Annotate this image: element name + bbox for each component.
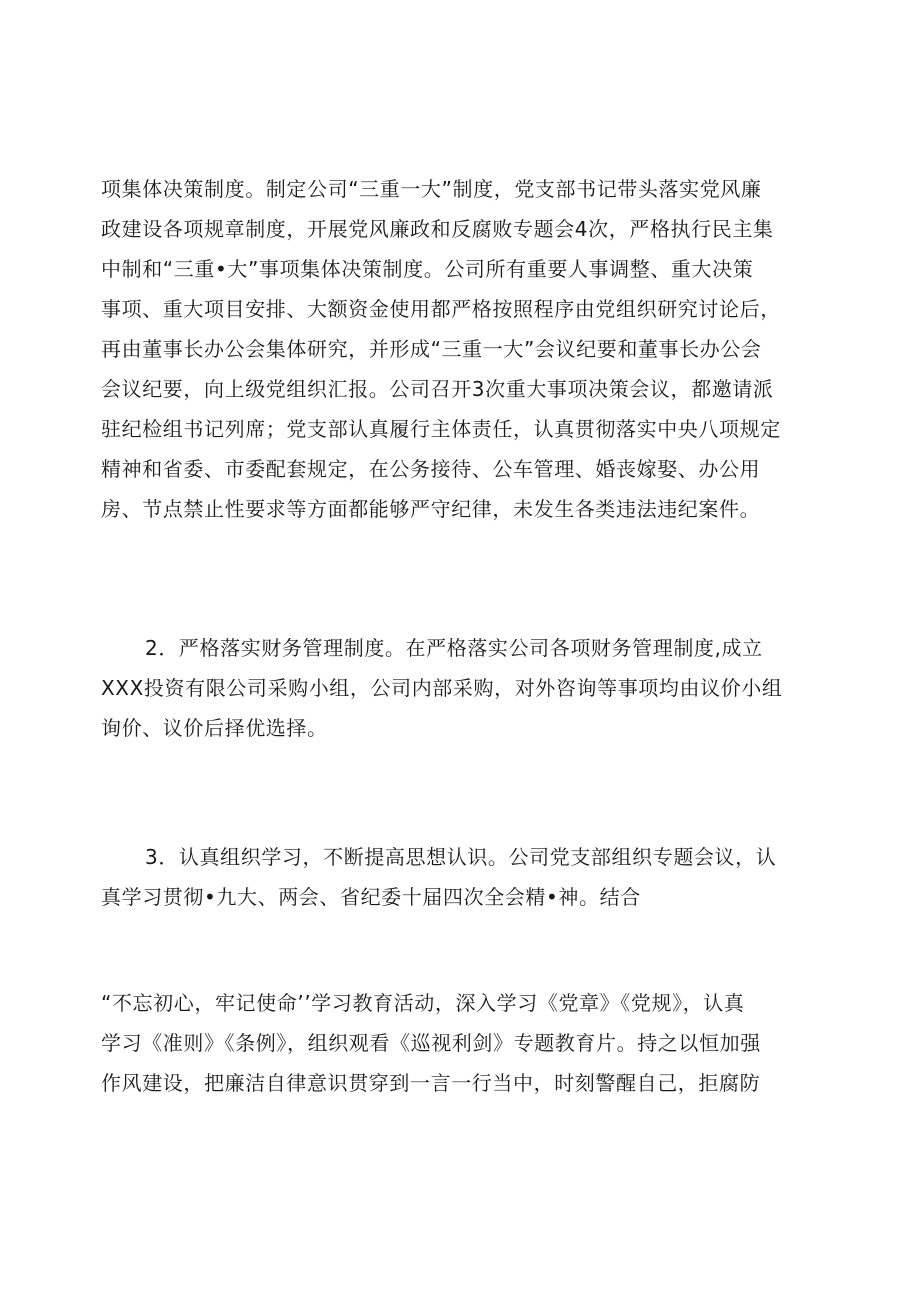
paragraph-organized-study <box>101 837 821 917</box>
text-line: 询价、议价后择优选择。 <box>101 716 328 740</box>
text-line: 学习《准则》《条例》，组织观看《巡视利剑》专题教育片。持之以恒加强 <box>101 1031 761 1055</box>
text-line: XXX投资有限公司采购小组，公司内部采购，对外咨询等事项均由议价小组 <box>101 676 783 700</box>
paragraph-education-activity <box>101 983 821 1103</box>
text-line: 精神和省委、市委配套规定，在公务接待、公车管理、婚丧嫁娶、办公用 <box>101 457 761 481</box>
paragraph-collective-decision <box>101 169 821 529</box>
text-line: 3．认真组织学习，不断提高思想认识。公司党支部组织专题会议，认 <box>145 845 777 869</box>
text-line: 驻纪检组书记列席；党支部认真履行主体责任，认真贯彻落实中央八项规定 <box>101 417 781 441</box>
text-line: 项集体决策制度。制定公司“三重一大”制度，党支部书记带头落实党风廉 <box>101 177 762 201</box>
text-line: 会议纪要，向上级党组织汇报。公司召开3次重大事项决策会议，都邀请派 <box>101 377 774 401</box>
text-line: 政建设各项规章制度，开展党风廉政和反腐败专题会4次，严格执行民主集 <box>101 217 774 241</box>
text-line: 再由董事长办公会集体研究，并形成“三重一大”会议纪要和董事长办公会 <box>101 337 762 361</box>
text-line: 事项、重大项目安排、大额资金使用都严格按照程序由党组织研究讨论后， <box>101 297 781 321</box>
paragraph-financial-management <box>101 628 821 748</box>
text-line: 作风建设，把廉洁自律意识贯穿到一言一行当中，时刻警醒自己，拒腐防 <box>101 1071 761 1095</box>
text-line: “不忘初心，牢记使命’’学习教育活动，深入学习《党章》《党规》，认真 <box>101 991 745 1015</box>
text-line: 房、节点禁止性要求等方面都能够严守纪律，未发生各类违法违纪案件。 <box>101 497 761 521</box>
text-line: 真学习贯彻•九大、两会、省纪委十届四次全会精•神。结合 <box>101 885 641 909</box>
text-line: 中制和“三重•大”事项集体决策制度。公司所有重要人事调整、重大决策 <box>101 257 754 281</box>
text-line: 2．严格落实财务管理制度。在严格落实公司各项财务管理制度,成立 <box>145 636 763 660</box>
